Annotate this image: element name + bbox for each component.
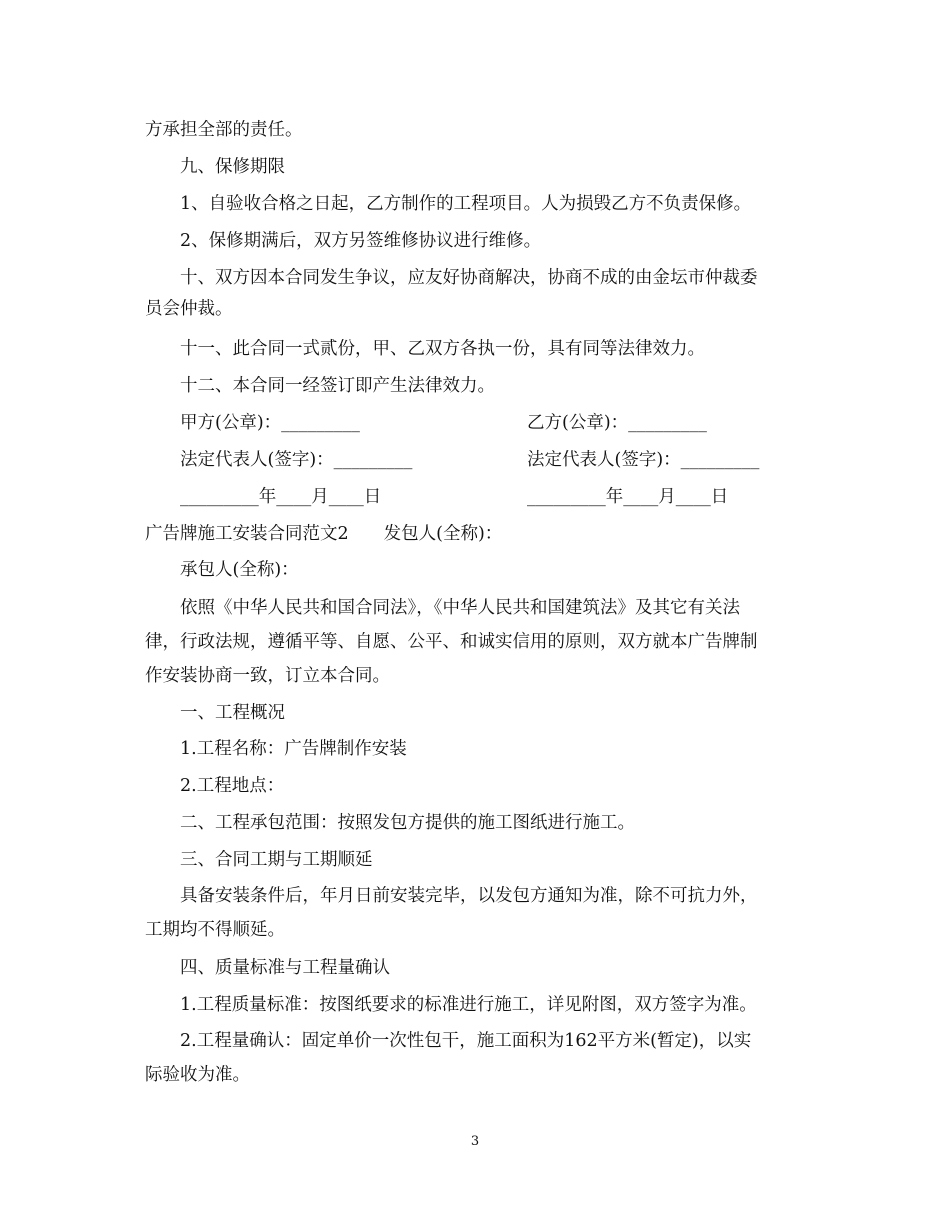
paragraph-line: 方承担全部的责任。 [145, 120, 303, 140]
paragraph-line: 1.工程名称：广告牌制作安装 [180, 739, 407, 759]
paragraph-line: 员会仲裁。 [145, 299, 233, 319]
paragraph-line: 作安装协商一致，订立本合同。 [145, 666, 390, 686]
party-a-representative-field: 法定代表人(签字)：_________ [180, 450, 413, 470]
paragraph-line: 2.工程量确认：固定单价一次性包干，施工面积为162平方米(暂定)，以实 [180, 1031, 752, 1051]
paragraph-line: 承包人(全称)： [180, 560, 299, 580]
party-a-date-field: _________年____月____日 [180, 487, 382, 507]
paragraph-line: 工期均不得顺延。 [145, 920, 285, 940]
page-number: 3 [470, 1134, 480, 1149]
section-heading: 九、保修期限 [180, 157, 285, 177]
paragraph-line: 具备安装条件后，年月日前安装完毕，以发包方通知为准，除不可抗力外， [180, 886, 758, 906]
document-title-line: 广告牌施工安装合同范文2 发包人(全称)： [145, 524, 503, 544]
paragraph-line: 1、自验收合格之日起，乙方制作的工程项目。人为损毁乙方不负责保修。 [180, 194, 752, 214]
paragraph-line: 十一、此合同一式贰份，甲、乙双方各执一份，具有同等法律效力。 [180, 339, 705, 359]
paragraph-line: 律，行政法规，遵循平等、自愿、公平、和诚实信用的原则，双方就本广告牌制 [145, 632, 758, 652]
section-heading: 四、质量标准与工程量确认 [180, 958, 390, 978]
party-b-seal-field: 乙方(公章)：_________ [527, 413, 707, 433]
paragraph-line: 2.工程地点： [180, 776, 285, 796]
party-b-representative-field: 法定代表人(签字)：_________ [527, 450, 760, 470]
paragraph-line: 十、双方因本合同发生争议，应友好协商解决，协商不成的由金坛市仲裁委 [180, 268, 758, 288]
paragraph-line: 1.工程质量标准：按图纸要求的标准进行施工，详见附图，双方签字为准。 [180, 995, 757, 1015]
section-heading: 二、工程承包范围：按照发包方提供的施工图纸进行施工。 [180, 813, 635, 833]
paragraph-line: 际验收为准。 [145, 1065, 250, 1085]
section-heading: 一、工程概况 [180, 703, 285, 723]
section-heading: 三、合同工期与工期顺延 [180, 850, 373, 870]
paragraph-line: 2、保修期满后，双方另签维修协议进行维修。 [180, 231, 542, 251]
paragraph-line: 十二、本合同一经签订即产生法律效力。 [180, 376, 495, 396]
party-a-seal-field: 甲方(公章)：_________ [180, 413, 360, 433]
paragraph-line: 依照《中华人民共和国合同法》，《中华人民共和国建筑法》及其它有关法 [180, 598, 740, 618]
party-b-date-field: _________年____月____日 [527, 487, 729, 507]
